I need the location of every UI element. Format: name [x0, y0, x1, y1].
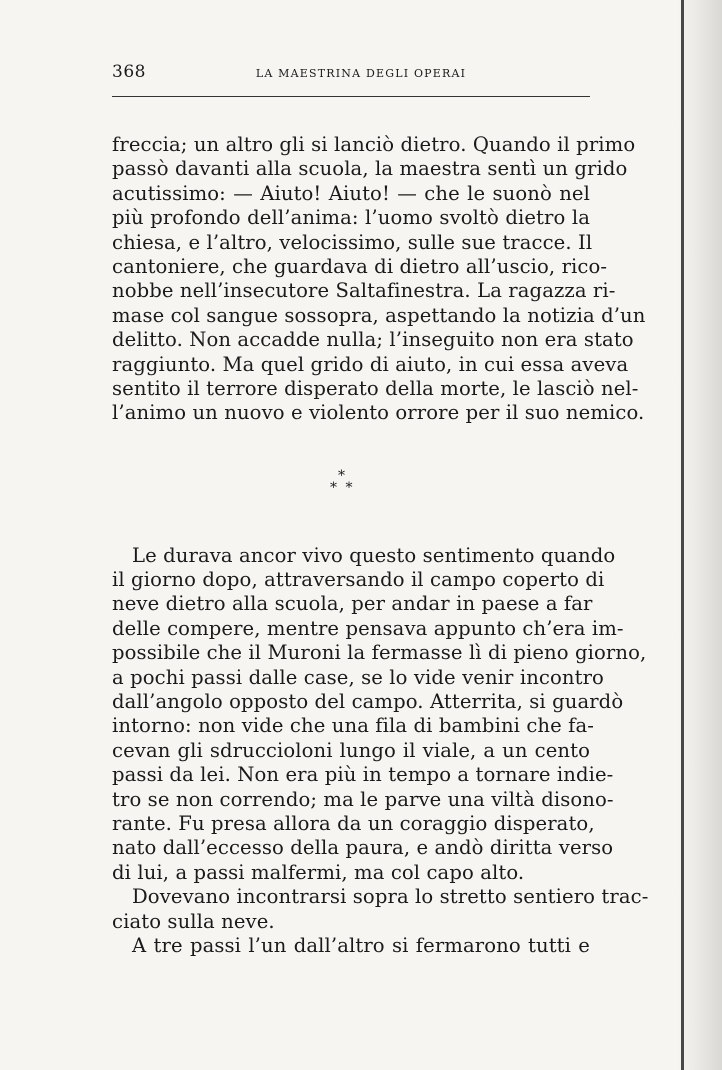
text-line: sentito il terrore disperato della morte, le lasciò nel-: [112, 376, 639, 400]
text-line: freccia; un altro gli si lanciò dietro. Quando il primo: [112, 133, 636, 156]
text-line: passò davanti alla scuola, la maestra sentì un grido: [112, 157, 628, 181]
text-line: dall’angolo opposto del campo. Atterrita, si guardò: [112, 690, 624, 714]
text-line: l’animo un nuovo e violento orrore per il suo nemico.: [112, 401, 645, 425]
text-line: tro se non correndo; ma le parve una viltà disono-: [112, 787, 614, 811]
text-line: passi da lei. Non era più in tempo a tornare indie-: [112, 763, 614, 787]
text-line: cevan gli sdruccioloni lungo il viale, a un cento: [112, 738, 590, 762]
text-line: più profondo dell’anima: l’uomo svoltò dietro la: [112, 206, 590, 230]
text-line: neve dietro alla scuola, per andar in paese a far: [112, 592, 593, 616]
paragraph-2: [112, 543, 647, 885]
text-line: a pochi passi dalle case, se lo vide venir incontro: [112, 665, 604, 689]
text-line: chiesa, e l’altro, velocissimo, sulle sue tracce. Il: [112, 230, 593, 254]
text-line: nato dall’eccesso della paura, e andò diritta verso: [112, 836, 614, 860]
text-line: intorno: non vide che una fila di bambini che fa-: [112, 714, 595, 738]
text-line: delle compere, mentre pensava appunto ch’era im-: [112, 616, 624, 640]
running-title: LA MAESTRINA DEGLI OPERAI: [255, 67, 467, 80]
text-line: cantoniere, che guardava di dietro all’uscio, rico-: [112, 254, 608, 278]
text-line: delitto. Non accadde nulla; l’inseguito non era stato: [112, 328, 634, 352]
text-line: raggiunto. Ma quel grido di aiuto, in cui essa aveva: [112, 352, 629, 376]
text-line: possibile che il Muroni la fermasse lì di pieno giorno,: [112, 641, 647, 665]
text-line: Dovevano incontrarsi sopra lo stretto sentiero trac-: [132, 885, 649, 909]
asterism-bottom: * *: [330, 479, 355, 496]
page-edge-line: [681, 0, 684, 1070]
page-edge-shadow: [678, 0, 722, 1070]
book-page: [112, 62, 649, 958]
text-line: di lui, a passi malfermi, ma col capo alto.: [112, 860, 525, 884]
page-header: [112, 62, 590, 92]
paragraph-4: [112, 934, 590, 958]
text-line: Le durava ancor vivo questo sentimento quando: [132, 543, 616, 567]
paragraph-1: [112, 133, 646, 426]
asterism-top: *: [338, 467, 345, 484]
text-line: mase col sangue sossopra, aspettando la notizia d’un: [112, 303, 646, 327]
section-break-asterism: [112, 468, 590, 518]
text-line: rante. Fu presa allora da un coraggio disperato,: [112, 811, 595, 835]
text-line: A tre passi l’un dall’altro si fermarono tutti e: [132, 933, 590, 957]
paragraph-3: [112, 885, 649, 934]
text-line: acutissimo: — Aiuto! Aiuto! — che le suonò nel: [112, 181, 590, 205]
text-line: ciato sulla neve.: [112, 909, 275, 933]
header-rule: [112, 96, 590, 97]
text-line: il giorno dopo, attraversando il campo coperto di: [112, 568, 605, 592]
text-line: nobbe nell’insecutore Saltafinestra. La ragazza ri-: [112, 279, 616, 303]
page-number: 368: [112, 62, 146, 82]
